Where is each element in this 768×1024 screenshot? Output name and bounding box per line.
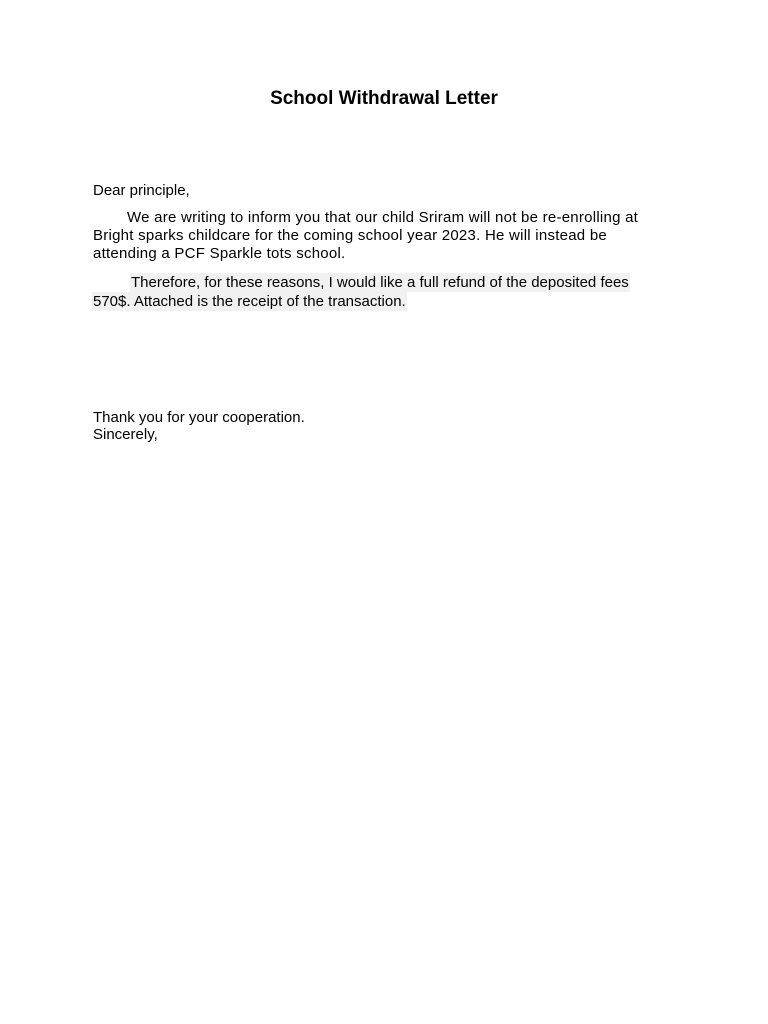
letter-title: School Withdrawal Letter [270, 88, 498, 109]
closing-thanks: Thank you for your cooperation. [93, 409, 305, 426]
paragraph-2-line-1: Therefore, for these reasons, I would like a full refund of the deposited fees [131, 274, 629, 291]
closing-signoff: Sincerely, [93, 426, 158, 443]
paragraph-1-text: We are writing to inform you that our child Sriram will not be re-enrolling at Bright sparks childcare for the coming school year 2023. He will instead be attending a PCF Sparkle tots school. [93, 209, 639, 262]
letter-paragraph-2 [93, 273, 663, 311]
letter-salutation: Dear principle, [93, 182, 190, 199]
letter-paragraph-1 [93, 209, 668, 263]
paragraph-2-line-2: 570$. Attached is the receipt of the transaction. [93, 293, 406, 310]
letter-closing [93, 409, 305, 443]
